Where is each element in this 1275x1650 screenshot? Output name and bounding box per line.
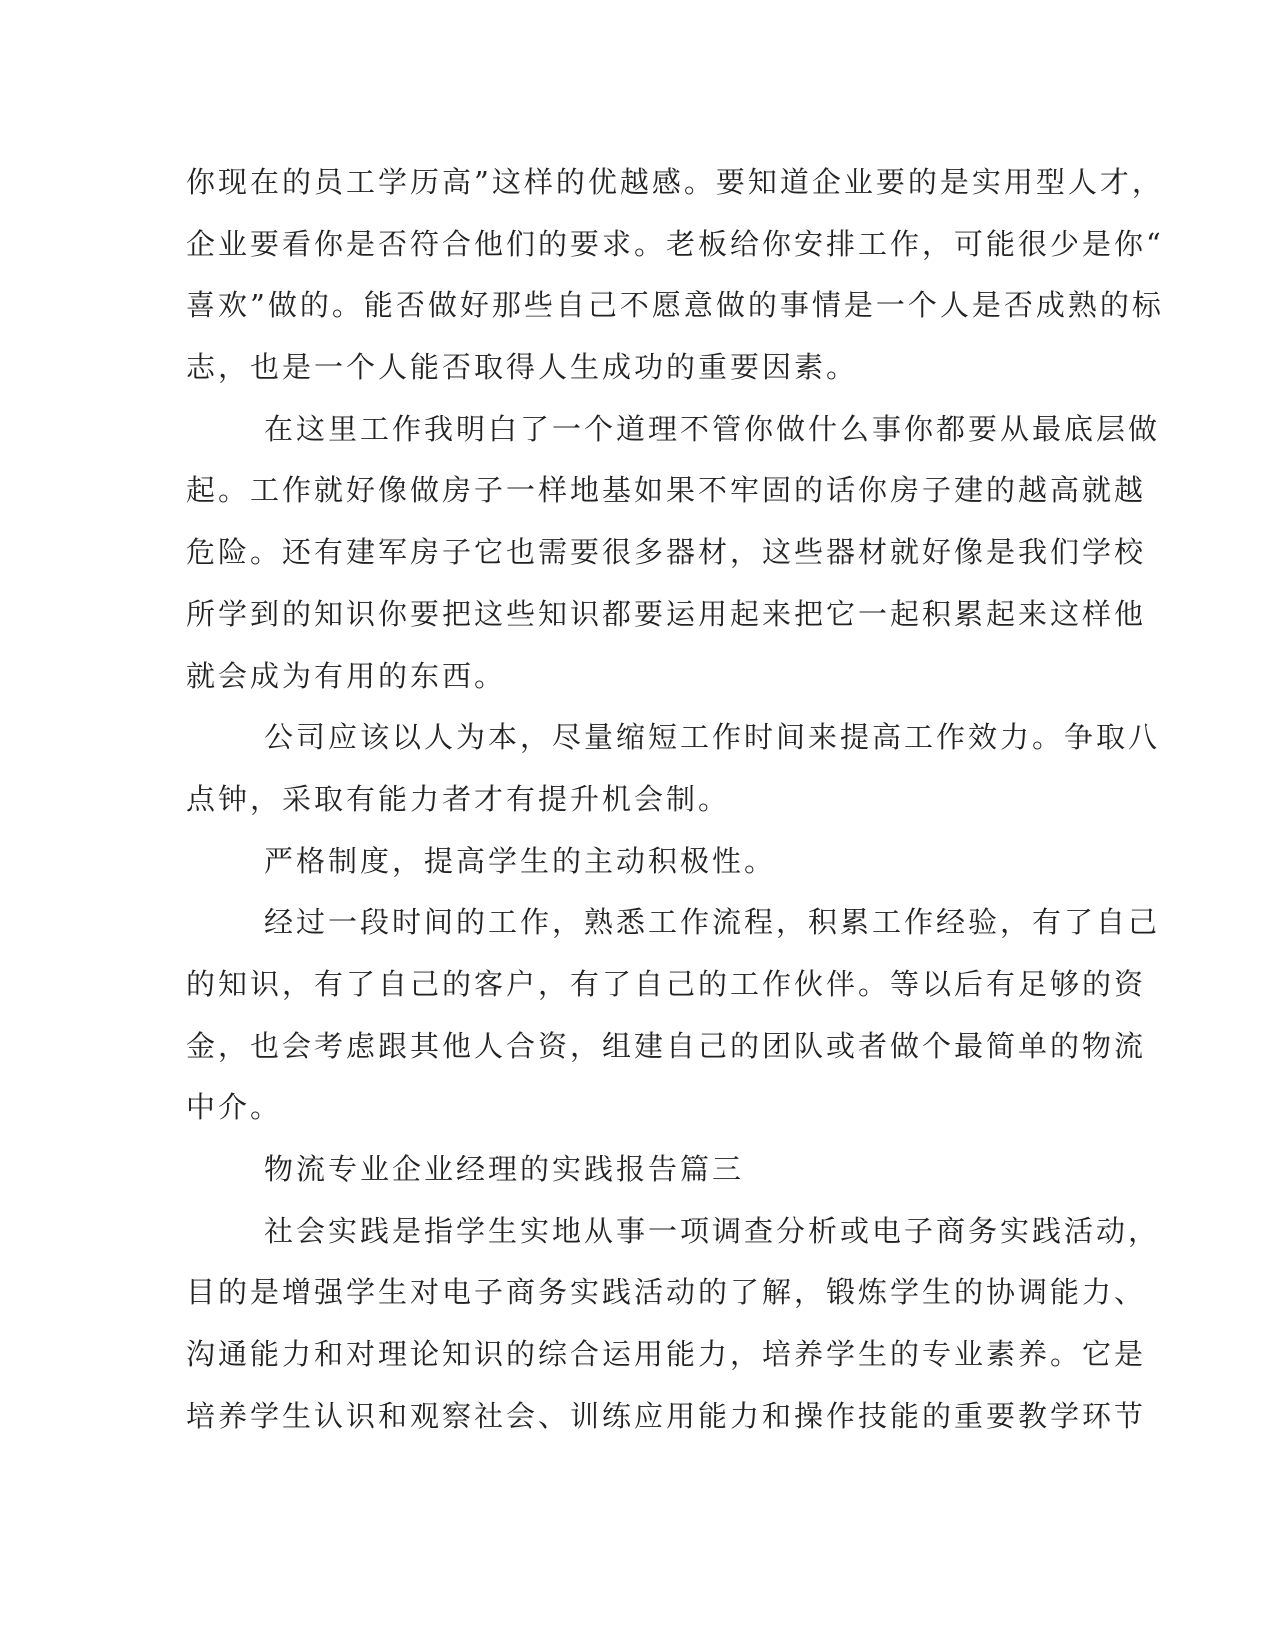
text-line: 你现在的员工学历高”这样的优越感。要知道企业要的是实用型人才， (186, 165, 1164, 199)
text-line: 企业要看你是否符合他们的要求。老板给你安排工作，可能很少是你“ (186, 226, 1164, 261)
text-line: 沟通能力和对理论知识的综合运用能力，培养学生的专业素养。它是 (186, 1337, 1147, 1372)
paragraph-first-line: 经过一段时间的工作，熟悉工作流程，积累工作经验，有了自己 (264, 905, 1161, 940)
text-line: 金，也会考虑跟其他人合资，组建自己的团队或者做个最简单的物流 (186, 1028, 1147, 1063)
paragraph-first-line: 公司应该以人为本，尽量缩短工作时间来提高工作效力。争取八 (264, 720, 1161, 755)
text-line: 的知识，有了自己的客户，有了自己的工作伙伴。等以后有足够的资 (186, 966, 1147, 1001)
paragraph-first-line: 在这里工作我明白了一个道理不管你做什么事你都要从最底层做 (264, 411, 1161, 446)
text-line: 培养学生认识和观察社会、训练应用能力和操作技能的重要教学环节 (186, 1398, 1147, 1433)
document-body (186, 152, 1164, 1447)
text-line: 中介。 (186, 1090, 283, 1125)
text-line: 就会成为有用的东西。 (186, 658, 507, 693)
text-line: 所学到的知识你要把这些知识都要运用起来把它一起积累起来这样他 (186, 596, 1147, 631)
section-heading: 物流专业企业经理的实践报告篇三 (264, 1152, 745, 1186)
text-line: 喜欢”做的。能否做好那些自己不愿意做的事情是一个人是否成熟的标 (186, 288, 1164, 323)
text-line: 起。工作就好像做房子一样地基如果不牢固的话你房子建的越高就越 (186, 473, 1147, 508)
paragraph-first-line: 严格制度，提高学生的主动积极性。 (264, 843, 777, 878)
paragraph-first-line: 社会实践是指学生实地从事一项调查分析或电子商务实践活动， (264, 1213, 1161, 1248)
text-line: 志，也是一个人能否取得人生成功的重要因素。 (186, 350, 859, 385)
text-line: 点钟，采取有能力者才有提升机会制。 (186, 781, 731, 816)
text-line: 危险。还有建军房子它也需要很多器材，这些器材就好像是我们学校 (186, 535, 1147, 570)
text-line: 目的是增强学生对电子商务实践活动的了解，锻炼学生的协调能力、 (186, 1275, 1147, 1310)
